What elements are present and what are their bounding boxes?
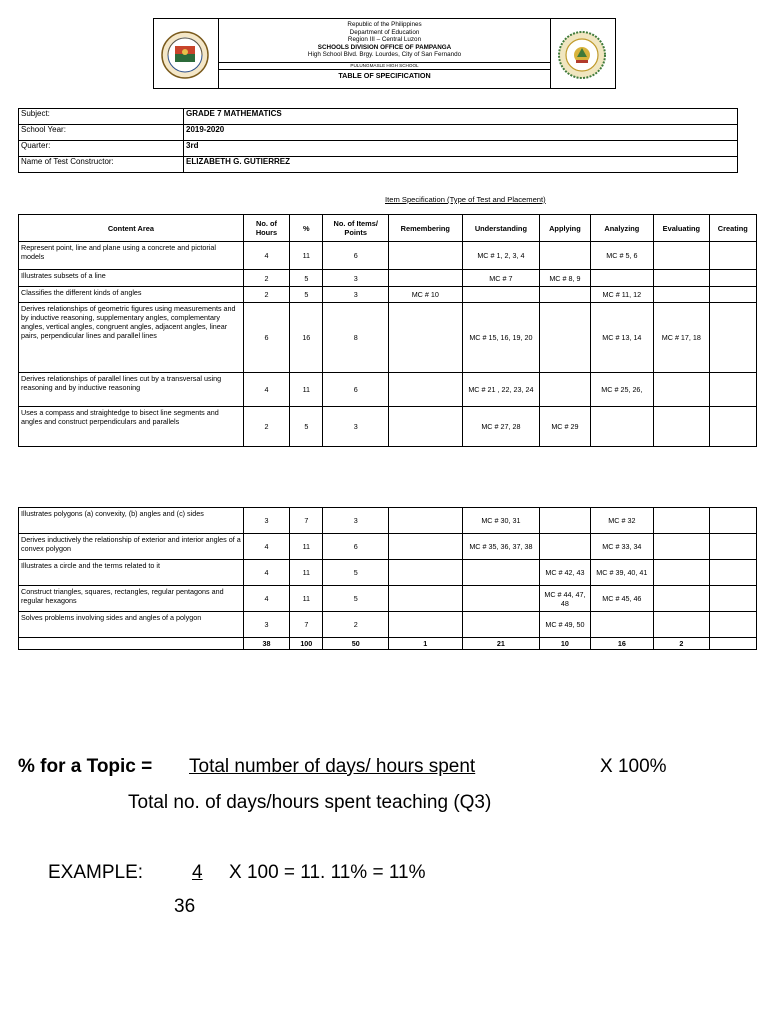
understanding-cell	[462, 560, 540, 586]
understanding-cell	[462, 287, 540, 303]
hours-cell: 4	[243, 242, 289, 270]
info-row	[19, 125, 738, 141]
applying-cell	[540, 534, 590, 560]
percent-cell: 16	[290, 303, 323, 373]
evaluating-cell	[654, 242, 709, 270]
evaluating-cell	[654, 270, 709, 287]
applying-cell	[540, 508, 590, 534]
creating-cell	[709, 303, 756, 373]
items-cell: 3	[323, 287, 389, 303]
school-name: PULUNGMASLE HIGH SCHOOL	[219, 63, 550, 70]
remembering-cell	[388, 586, 462, 612]
items-cell: 6	[323, 534, 389, 560]
hours-cell: 3	[243, 508, 289, 534]
analyzing-cell: MC # 13, 14	[590, 303, 654, 373]
col-analyzing: Analyzing	[590, 215, 654, 242]
evaluating-cell	[654, 534, 709, 560]
info-value: GRADE 7 MATHEMATICS	[184, 109, 738, 125]
remembering-cell	[388, 270, 462, 287]
evaluating-cell	[654, 373, 709, 407]
total-items: 50	[323, 638, 389, 650]
percent-cell: 11	[290, 534, 323, 560]
col-creating: Creating	[709, 215, 756, 242]
percent-cell: 5	[290, 287, 323, 303]
formula-multiplier: X 100%	[600, 756, 667, 777]
col-remembering: Remembering	[388, 215, 462, 242]
total-understanding: 21	[462, 638, 540, 650]
topic-cell: Derives relationships of geometric figures using measurements and by inductive reasoning, supplementary angles, complementary angles, vertical angles, congruent angles, adjacent angles, linear pairs, perpendicular lines and parallel lines	[19, 303, 244, 373]
understanding-cell: MC # 21 , 22, 23, 24	[462, 373, 540, 407]
table-header-row	[19, 215, 757, 242]
info-row	[19, 157, 738, 173]
items-cell: 5	[323, 560, 389, 586]
items-cell: 6	[323, 373, 389, 407]
creating-cell	[709, 560, 756, 586]
understanding-cell	[462, 586, 540, 612]
percent-cell: 5	[290, 270, 323, 287]
republic-line: Republic of the Philippines	[347, 21, 422, 28]
hours-cell: 4	[243, 534, 289, 560]
evaluating-cell	[654, 508, 709, 534]
applying-cell: MC # 42, 43	[540, 560, 590, 586]
info-label: Name of Test Constructor:	[19, 157, 184, 173]
percent-cell: 11	[290, 373, 323, 407]
applying-cell	[540, 373, 590, 407]
items-cell: 3	[323, 508, 389, 534]
info-label: Subject:	[19, 109, 184, 125]
percent-cell: 11	[290, 242, 323, 270]
analyzing-cell: MC # 5, 6	[590, 242, 654, 270]
division-seal-icon	[160, 30, 210, 80]
items-cell: 8	[323, 303, 389, 373]
understanding-cell: MC # 35, 36, 37, 38	[462, 534, 540, 560]
total-analyzing: 16	[590, 638, 654, 650]
creating-cell	[709, 586, 756, 612]
example-label: EXAMPLE:	[48, 862, 144, 883]
creating-cell	[709, 242, 756, 270]
total-creating	[709, 638, 756, 650]
col-hours: No. of Hours	[243, 215, 289, 242]
items-cell: 6	[323, 242, 389, 270]
topic-cell: Uses a compass and straightedge to bisect line segments and angles and construct perpendiculars and parallels	[19, 407, 244, 447]
table-row	[19, 242, 757, 270]
evaluating-cell	[654, 287, 709, 303]
formula-denominator: Total no. of days/hours spent teaching (Q3)	[128, 792, 492, 813]
topic-cell: Derives relationships of parallel lines cut by a transversal using reasoning and by inductive reasoning	[19, 373, 244, 407]
remembering-cell	[388, 407, 462, 447]
percent-cell: 5	[290, 407, 323, 447]
table-row	[19, 373, 757, 407]
understanding-cell: MC # 1, 2, 3, 4	[462, 242, 540, 270]
right-seal-cell	[550, 19, 615, 88]
total-remembering: 1	[388, 638, 462, 650]
formula-numerator: Total number of days/ hours spent	[189, 756, 476, 777]
items-cell: 3	[323, 407, 389, 447]
creating-cell	[709, 407, 756, 447]
remembering-cell: MC # 10	[388, 287, 462, 303]
evaluating-cell	[654, 586, 709, 612]
info-row	[19, 109, 738, 125]
remembering-cell	[388, 373, 462, 407]
items-cell: 3	[323, 270, 389, 287]
info-label: School Year:	[19, 125, 184, 141]
department-line: Department of Education	[349, 28, 420, 36]
remembering-cell	[388, 242, 462, 270]
topic-cell: Illustrates polygons (a) convexity, (b) angles and (c) sides	[19, 508, 244, 534]
evaluating-cell	[654, 407, 709, 447]
remembering-cell	[388, 560, 462, 586]
understanding-cell: MC # 7	[462, 270, 540, 287]
applying-cell	[540, 303, 590, 373]
creating-cell	[709, 508, 756, 534]
table-body-part-2	[19, 508, 757, 638]
evaluating-cell	[654, 560, 709, 586]
col-understanding: Understanding	[462, 215, 540, 242]
table-row	[19, 508, 757, 534]
percent-cell: 11	[290, 560, 323, 586]
hours-cell: 4	[243, 373, 289, 407]
info-value: 2019-2020	[184, 125, 738, 141]
applying-cell: MC # 29	[540, 407, 590, 447]
table-row	[19, 612, 757, 638]
col-evaluating: Evaluating	[654, 215, 709, 242]
col-applying: Applying	[540, 215, 590, 242]
address-line: High School Blvd. Brgy. Lourdes, City of San Fernando	[307, 51, 462, 59]
table-row	[19, 560, 757, 586]
total-applying: 10	[540, 638, 590, 650]
table-body-part-1	[19, 242, 757, 447]
analyzing-cell: MC # 39, 40, 41	[590, 560, 654, 586]
hours-cell: 6	[243, 303, 289, 373]
topic-cell: Illustrates subsets of a line	[19, 270, 244, 287]
topic-cell: Represent point, line and plane using a concrete and pictorial models	[19, 242, 244, 270]
info-table	[18, 108, 738, 173]
understanding-cell: MC # 30, 31	[462, 508, 540, 534]
hours-cell: 2	[243, 270, 289, 287]
col-content-area: Content Area	[19, 215, 244, 242]
hours-cell: 4	[243, 560, 289, 586]
table-row	[19, 303, 757, 373]
hours-cell: 3	[243, 612, 289, 638]
applying-cell: MC # 8, 9	[540, 270, 590, 287]
table-row	[19, 287, 757, 303]
header-center	[219, 19, 550, 88]
hours-cell: 4	[243, 586, 289, 612]
example-calculation: X 100 = 11. 11% = 11%	[229, 862, 426, 883]
col-items: No. of Items/ Points	[323, 215, 389, 242]
col-percent: %	[290, 215, 323, 242]
applying-cell: MC # 49, 50	[540, 612, 590, 638]
creating-cell	[709, 612, 756, 638]
topic-cell: Illustrates a circle and the terms related to it	[19, 560, 244, 586]
info-label: Quarter:	[19, 141, 184, 157]
table-row	[19, 534, 757, 560]
table-row	[19, 270, 757, 287]
table-row	[19, 586, 757, 612]
applying-cell	[540, 242, 590, 270]
remembering-cell	[388, 612, 462, 638]
totals-row	[19, 638, 757, 650]
creating-cell	[709, 270, 756, 287]
info-value: ELIZABETH G. GUTIERREZ	[184, 157, 738, 173]
example-numerator: 4	[192, 862, 203, 883]
analyzing-cell	[590, 612, 654, 638]
total-hours: 38	[243, 638, 289, 650]
analyzing-cell: MC # 33, 34	[590, 534, 654, 560]
creating-cell	[709, 287, 756, 303]
analyzing-cell	[590, 407, 654, 447]
total-percent: 100	[290, 638, 323, 650]
formula-label: % for a Topic =	[18, 756, 153, 777]
topic-cell: Classifies the different kinds of angles	[19, 287, 244, 303]
total-evaluating: 2	[654, 638, 709, 650]
understanding-cell: MC # 15, 16, 19, 20	[462, 303, 540, 373]
analyzing-cell: MC # 32	[590, 508, 654, 534]
items-cell: 2	[323, 612, 389, 638]
creating-cell	[709, 373, 756, 407]
school-seal-icon	[557, 30, 607, 80]
understanding-cell	[462, 612, 540, 638]
info-row	[19, 141, 738, 157]
organization-block	[219, 19, 550, 63]
percent-cell: 7	[290, 508, 323, 534]
hours-cell: 2	[243, 287, 289, 303]
evaluating-cell	[654, 612, 709, 638]
items-cell: 5	[323, 586, 389, 612]
topic-cell: Solves problems involving sides and angles of a polygon	[19, 612, 244, 638]
specification-table-part-2	[18, 507, 757, 650]
analyzing-cell: MC # 11, 12	[590, 287, 654, 303]
specification-table-part-1	[18, 214, 757, 447]
left-seal-cell	[154, 19, 219, 88]
document-title: TABLE OF SPECIFICATION	[338, 71, 431, 80]
remembering-cell	[388, 303, 462, 373]
hours-cell: 2	[243, 407, 289, 447]
evaluating-cell: MC # 17, 18	[654, 303, 709, 373]
document-header	[153, 18, 616, 89]
remembering-cell	[388, 534, 462, 560]
analyzing-cell: MC # 25, 26,	[590, 373, 654, 407]
totals-label-cell	[19, 638, 244, 650]
creating-cell	[709, 534, 756, 560]
item-specification-caption: Item Specification (Type of Test and Placement)	[385, 195, 546, 204]
example-denominator: 36	[174, 896, 196, 917]
table-row	[19, 407, 757, 447]
division-line: SCHOOLS DIVISION OFFICE OF PAMPANGA	[317, 43, 452, 51]
applying-cell	[540, 287, 590, 303]
topic-cell: Derives inductively the relationship of exterior and interior angles of a convex polygon	[19, 534, 244, 560]
analyzing-cell: MC # 45, 46	[590, 586, 654, 612]
info-value: 3rd	[184, 141, 738, 157]
region-line: Region III – Central Luzon	[347, 36, 422, 44]
percent-cell: 7	[290, 612, 323, 638]
applying-cell: MC # 44, 47, 48	[540, 586, 590, 612]
percent-cell: 11	[290, 586, 323, 612]
topic-cell: Construct triangles, squares, rectangles, regular pentagons and regular hexagons	[19, 586, 244, 612]
analyzing-cell	[590, 270, 654, 287]
understanding-cell: MC # 27, 28	[462, 407, 540, 447]
remembering-cell	[388, 508, 462, 534]
